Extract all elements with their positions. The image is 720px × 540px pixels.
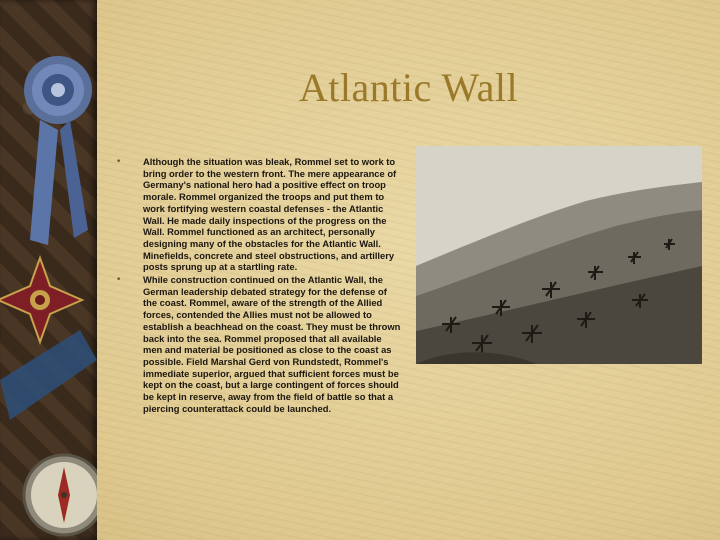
slide-title: Atlantic Wall bbox=[298, 65, 519, 110]
bullet-text: Although the situation was bleak, Rommel set to work to bring order to the western front. The mere appearance of Germany's national hero had a positive effect on troop morale. Rommel organized the troops and put them to work fortifying western coastal defenses - the Atlantic Wall. He made daily inspections of the progress on the Wall. Rommel functioned as an architect, personally designing many of the obstacles for the Atlantic Wall. Minefields, concrete and steel obstructions, and artillery posts sprung up at a startling rate. bbox=[143, 156, 397, 273]
bullet-item bbox=[112, 156, 402, 273]
beach-obstacles-image bbox=[416, 146, 702, 364]
cross-medal-icon bbox=[0, 258, 82, 342]
blue-ribbon-band bbox=[0, 330, 97, 420]
beach-obstacles-photo bbox=[416, 146, 702, 364]
medal-ribbon-image bbox=[0, 0, 97, 540]
bullet-item bbox=[112, 274, 402, 414]
bullet-icon: • bbox=[116, 275, 122, 286]
bullet-icon: • bbox=[116, 157, 122, 167]
bullet-text: While construction continued on the Atlantic Wall, the German leadership debated strategy for the defense of the coast. Rommel, aware of the strength of the Allied forces, contended the Allies must not be allowed to establish a beachhead on the coast. They must be thrown back into the sea. Rommel proposed that all available men and material be positioned as close to the coast as possible. Field Marshal Gerd von Rundstedt, Rommel's immediate superior, argued that sufficient forces must be kept on the coast, but a large contingent of forces should be kept in reserve, away from the field of battle so that a piercing counterattack could be launched. bbox=[143, 274, 401, 414]
compass-icon bbox=[24, 455, 97, 535]
decorative-medal-strip bbox=[0, 0, 97, 540]
ribbon-rosette bbox=[24, 56, 92, 124]
ribbon-tail bbox=[30, 120, 58, 245]
bullet-list bbox=[112, 156, 402, 414]
ribbon-tail bbox=[60, 120, 88, 238]
